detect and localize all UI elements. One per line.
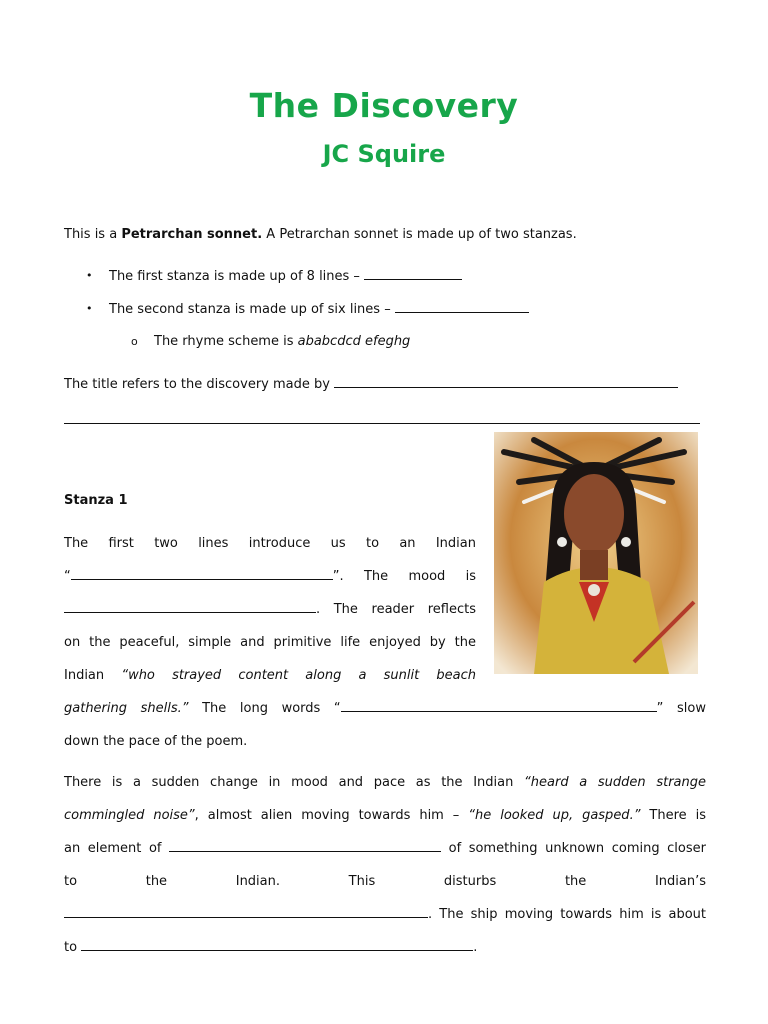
quote-heard: “heard a sudden strange	[524, 775, 707, 790]
p1-line-b-text: ”. The mood is	[332, 569, 476, 584]
stanza1-paragraph-cont	[64, 692, 706, 758]
p1-line-f-mid: The long words “	[188, 701, 341, 716]
intro-prefix: This is a	[64, 227, 122, 242]
blank-line-disturbs[interactable]	[64, 905, 428, 918]
p2-line-e-text: . The ship moving towards him is about	[428, 907, 706, 922]
p1-line-f-end: ” slow	[656, 701, 706, 716]
sub-bullet-item	[154, 333, 410, 351]
blank-line-stanza2-lines[interactable]	[395, 300, 529, 313]
page-title: The Discovery	[249, 86, 519, 125]
bullet-icon: •	[86, 302, 93, 315]
intro-line	[64, 226, 577, 244]
page-subtitle-author: JC Squire	[322, 140, 446, 168]
blank-line-about-to[interactable]	[81, 938, 473, 951]
p1-line-c	[64, 593, 476, 626]
quote-commingled: commingled noise”	[64, 808, 195, 823]
portrait-icon	[494, 432, 698, 674]
stanza1-paragraph	[64, 527, 476, 692]
rhyme-scheme: ababcdcd efeghg	[297, 334, 411, 349]
quote-gathering: gathering shells.”	[64, 701, 189, 716]
p2-line-c	[64, 832, 706, 865]
blank-line-stanza1-lines[interactable]	[364, 267, 462, 280]
stanza-heading: Stanza 1	[64, 493, 128, 508]
bullet-item-2	[109, 300, 529, 319]
p1-line-g: down the pace of the poem.	[64, 734, 248, 749]
bullet-text-2: The second stanza is made up of six lines –	[109, 302, 391, 317]
title-reference-line	[64, 375, 678, 394]
p2-line-f-end: .	[473, 940, 478, 955]
blank-line-discovery-2[interactable]	[64, 411, 700, 424]
paragraph-2	[64, 766, 706, 964]
p2-line-a-prefix: There is a sudden change in mood and pace as the Indian	[64, 775, 525, 790]
intro-bold: Petrarchan sonnet.	[121, 227, 263, 242]
p2-line-a	[64, 766, 706, 799]
p1-line-a: The first two lines introduce us to an Indian	[64, 536, 476, 551]
quote-strayed: “who strayed content along a sunlit beach	[121, 668, 476, 683]
blank-line-long-words[interactable]	[341, 699, 657, 712]
p1-line-e-prefix: Indian	[64, 668, 122, 683]
p2-line-d: to the Indian. This disturbs the Indian’s	[64, 874, 706, 889]
p1-line-f	[64, 692, 706, 725]
circle-bullet-icon: o	[131, 335, 138, 348]
blank-line-discovery-1[interactable]	[334, 375, 678, 388]
quote-gasped: “he looked up, gasped.”	[468, 808, 641, 823]
intro-suffix: A Petrarchan sonnet is made up of two stanzas.	[262, 227, 577, 242]
p2-line-e	[64, 898, 706, 931]
title-reference-text: The title refers to the discovery made by	[64, 377, 330, 392]
bullet-icon: •	[86, 269, 93, 282]
p2-line-c-suffix: of something unknown coming closer	[441, 841, 706, 856]
p2-line-f-prefix: to	[64, 940, 82, 955]
quote-open: “	[64, 569, 71, 584]
p2-line-c-prefix: an element of	[64, 841, 170, 856]
blank-line-element[interactable]	[169, 839, 441, 852]
bullet-item-1	[109, 267, 462, 286]
p2-line-f	[64, 931, 706, 964]
p2-line-b-end: There is	[640, 808, 706, 823]
p1-line-d: on the peaceful, simple and primitive life enjoyed by the	[64, 635, 476, 650]
p2-line-b-mid: , almost alien moving towards him –	[194, 808, 469, 823]
p1-line-b	[64, 560, 476, 593]
p2-line-b	[64, 799, 706, 832]
bullet-text-1: The first stanza is made up of 8 lines –	[109, 269, 360, 284]
blank-line-indian[interactable]	[71, 567, 333, 580]
sub-bullet-prefix: The rhyme scheme is	[154, 334, 298, 349]
p1-line-e	[64, 659, 476, 692]
blank-line-mood[interactable]	[64, 600, 316, 613]
p1-line-c-text: . The reader reflects	[316, 602, 476, 617]
